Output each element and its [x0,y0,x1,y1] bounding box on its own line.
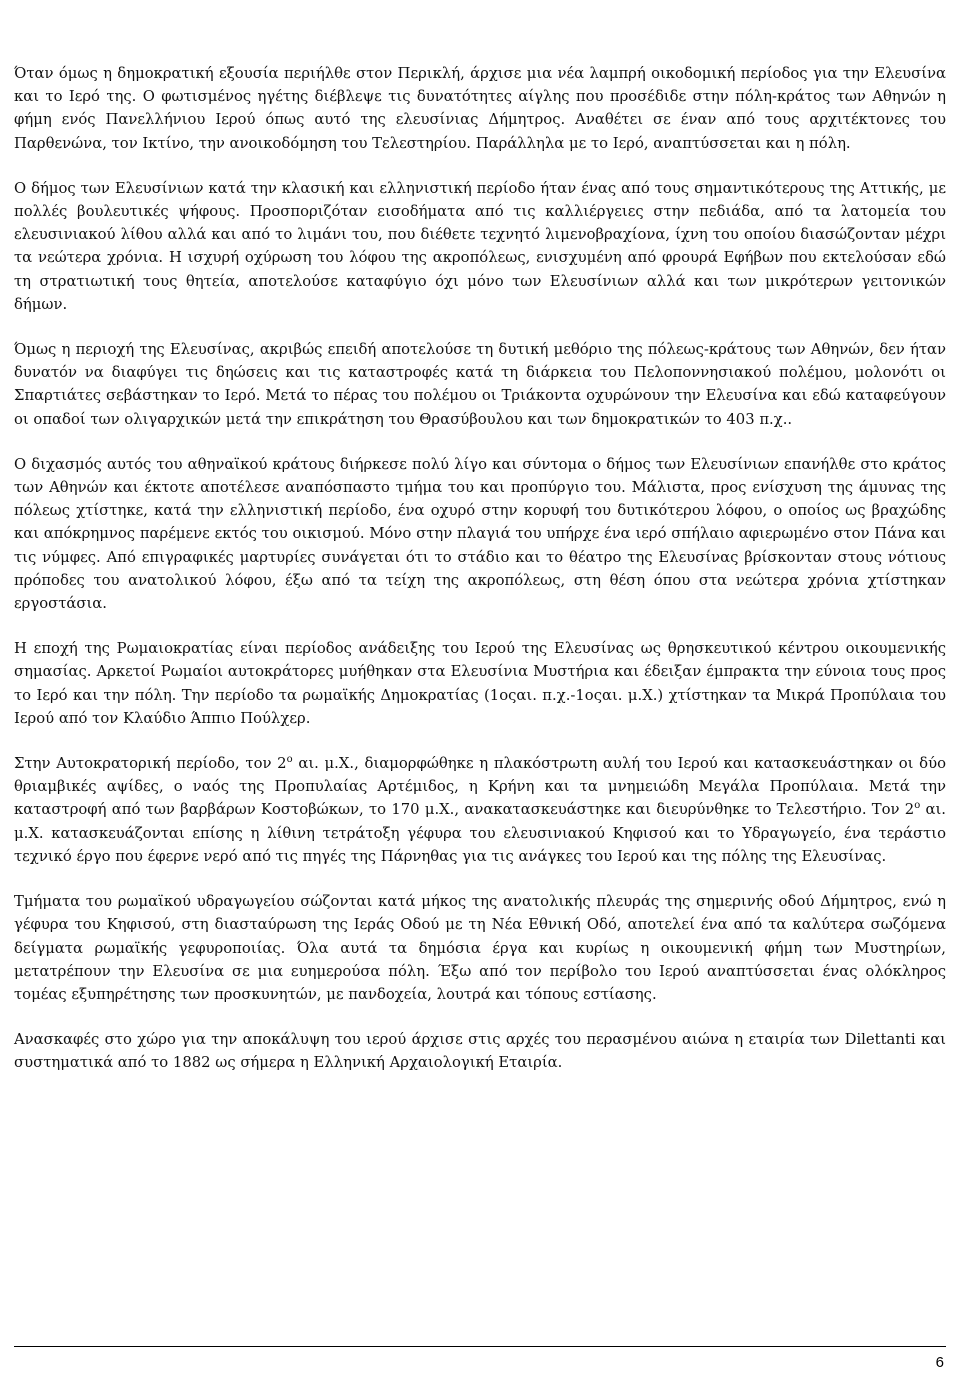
paragraph-excavations: Ανασκαφές στο χώρο για την αποκάλυψη του ιερού άρχισε στις αρχές του περασμένου αιώνα η εταιρία των Dilettanti και συστηματικά από το 1882 ως σήμερα η Ελληνική Αρχαιολογική Εταιρία. [14,1031,946,1072]
footer-divider [14,1346,946,1347]
superscript-ordinal: ο [914,800,921,812]
paragraph-roman-era: Η εποχή της Ρωμαιοκρατίας είναι περίοδος ανάδειξης του Ιερού της Ελευσίνας ως θρησκευτικού κέντρου οικουμενικής σημασίας. Αρκετοί Ρωμαίοι αυτοκράτορες μυήθηκαν στα Ελευσίνια Μυστήρια και έδειξαν έμπρακτα την εύνοια τους προς το Ιερό και την πόλη. Την περίοδο τα ρωμαϊκής Δημοκρατίας (1οςαι. π.χ.-1οςαι. μ.Χ.) χτίστηκαν τα Μικρά Προπύλαια του Ιερού από τον Κλαύδιο Άππιο Πούλχερ. [14,640,946,727]
paragraph-pericles: Όταν όμως η δημοκρατική εξουσία περιήλθε στον Περικλή, άρχισε μια νέα λαμπρή οικοδομική περίοδος για την Ελευσίνα και το Ιερό της. Ο φωτισμένος ηγέτης διέβλεψε τις δυνατότητες αίγλης που προσέδιδε στην πόλη-κράτος των Αθηνών η φήμη ενός Πανελλήνιου Ιερού όπως αυτό της ελευσίνιας Δήμητρος. Αναθέτει σε έναν από τους αρχιτέκτονες του Παρθενώνα, τον Ικτίνο, την ανοικοδόμηση του Τελεστηρίου. Παράλληλα με το Ιερό, αναπτύσσεται και η πόλη. [14,65,946,152]
superscript-ordinal: ο [286,754,293,766]
paragraph-eleusinians: Ο δήμος των Ελευσίνιων κατά την κλασική και ελληνιστική περίοδο ήταν ένας από τους σημαντικότερους της Αττικής, με πολλές βουλευτικές ψήφους. Προσποριζόταν εισοδήματα από τις καλλιέργειες στην πεδιάδα, από τα λατομεία του ελευσινιακού λίθου αλλά και από το λιμάνι του, που διέθετε τεχνητό λιμενοβραχίονα, ίχνη του οποίου διασώζονταν μέχρι τα νεώτερα χρόνια. Η ισχυρή οχύρωση του λόφου της ακροπόλεως, ενισχυμένη από φρουρά Εφήβων που εκτελούσαν εδώ τη στρατιωτική τους θητεία, αποτελούσε καταφύγιο όχι μόνο των Ελευσίνιων αλλά και των μικρότερων γειτονικών δήμων. [14,179,946,313]
page-number: 6 [935,1354,944,1371]
paragraph-imperial-period [14,752,946,868]
paragraph-aqueduct: Τμήματα του ρωμαϊκού υδραγωγείου σώζονται κατά μήκος της ανατολικής πλευράς της σημερινής οδού Δήμητρος, ενώ η γέφυρα του Κηφισού, στη διασταύρωση της Ιεράς Οδού με τη Νέα Εθνική Οδό, αποτελεί ένα από τα καλύτερα σωζόμενα δείγματα ρωμαϊκής γεφυροποιίας. Όλα αυτά τα δημόσια έργα και κυρίως η οικουμενική φήμη των Μυστηρίων, μετατρέπουν την Ελευσίνα σε μια ευημερούσα πόλη. Έξω από τον περίβολο του Ιερού αναπτύσσεται ένας ολόκληρος τομέας εξυπηρέτησης των προσκυνητών, με πανδοχεία, λουτρά και τόπους εστίασης. [14,893,946,1003]
text-segment: αι. μ.Χ. κατασκευάζονται επίσης η λίθινη τετράτοξη γέφυρα του ελευσινιακού Κηφισού και το Υδραγωγείο, ένα τεράστιο τεχνικό έργο που έφερνε νερό από τις πηγές της Πάρνηθας για τις ανάγκες του Ιερού και της πόλης της Ελευσίνας. [14,801,946,865]
text-segment: αι. μ.Χ., διαμορφώθηκε η πλακόστρωτη αυλή του Ιερού και κατασκευάστηκαν οι δύο θριαμβικές αψίδες, ο ναός της Προπυλαίας Αρτέμιδος, η Κρήνη και τα μνημειώδη Μεγάλα Προπύλαια. Μετά την καταστροφή από των βαρβάρων Κοστοβώκων, το 170 μ.Χ., ανακατασκευάστηκε και διευρύνθηκε το Τελεστήριο. Τον 2 [14,755,946,819]
paragraph-athenian-state: Ο διχασμός αυτός του αθηναϊκού κράτους διήρκεσε πολύ λίγο και σύντομα ο δήμος των Ελευσίνιων επανήλθε στο κράτος των Αθηνών και έκτοτε αποτέλεσε αναπόσπαστο τμήμα του και προπύργιο του. Μάλιστα, προς ενίσχυση της άμυνας της πόλεως χτίστηκε, κατά την ελληνιστική περίοδο, ένα οχυρό στην κορυφή του δυτικότερου λόφου, ο οποίος ως βραχώδης και απόκρημνος παρέμενε εκτός του οικισμού. Μόνο στην πλαγιά του υπήρχε ένα ιερό σπήλαιο αφιερωμένο στον Πάνα και τις νύμφες. Από επιγραφικές μαρτυρίες συνάγεται ότι το στάδιο και το θέατρο της Ελευσίνας βρίσκονταν στους νότιους πρόποδες του ανατολικού λόφου, έξω από τα τείχη της ακροπόλεως, στη θέση όπου στα νεώτερα χρόνια χτίστηκαν εργοστάσια. [14,455,946,613]
document-page [14,62,946,1097]
text-segment: Στην Αυτοκρατορική περίοδο, τον 2 [14,755,287,773]
paragraph-peloponnesian-war: Όμως η περιοχή της Ελευσίνας, ακριβώς επειδή αποτελούσε τη δυτική μεθόριο της πόλεως-κράτους των Αθηνών, δεν ήταν δυνατόν να διαφύγει τις δηώσεις και τις καταστροφές κατά τη διάρκεια του Πελοποννησιακού πολέμου, μολονότι οι Σπαρτιάτες σεβάστηκαν το Ιερό. Μετά το πέρας του πολέμου οι Τριάκοντα οχυρώνουν την Ελευσίνα και εδώ καταφεύγουν οι οπαδοί των ολιγαρχικών μετά την επικράτηση του Θρασύβουλου και των δημοκρατικών το 403 π.χ.. [14,341,946,428]
